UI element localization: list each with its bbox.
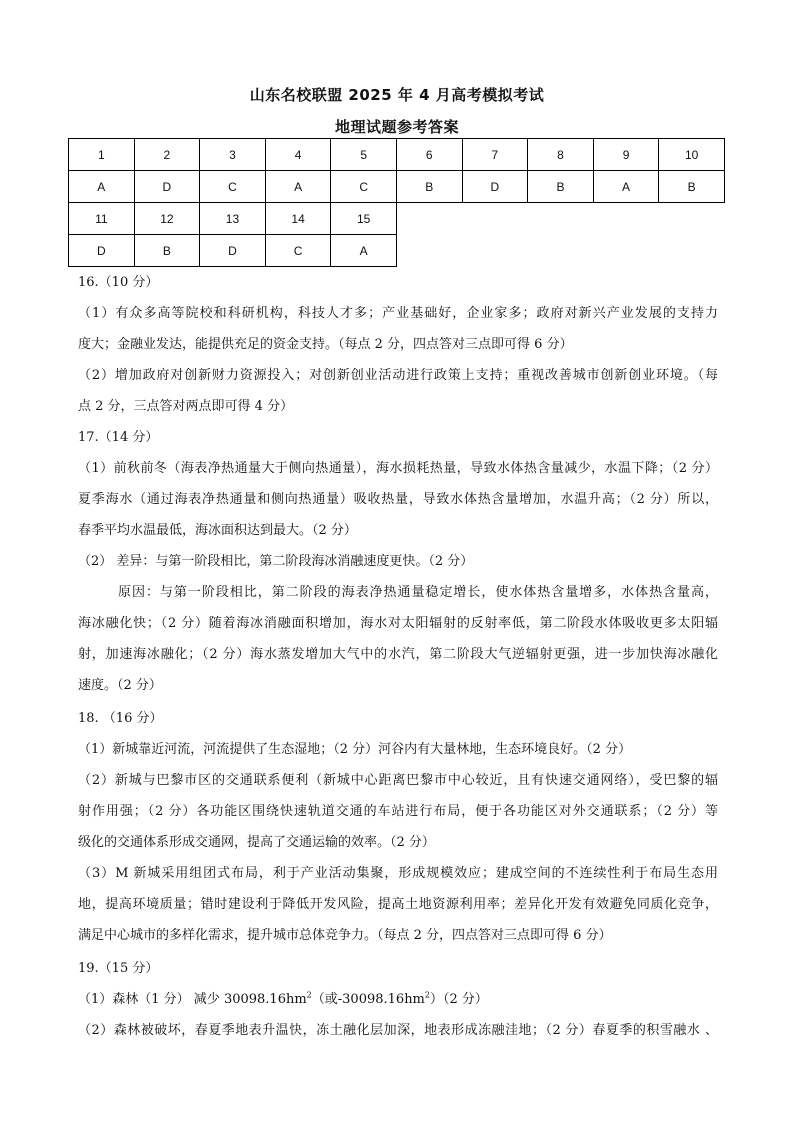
answer-text: （或-30098.16hm <box>311 992 425 1007</box>
question-heading: 19.（15 分） <box>78 961 159 976</box>
exam-title: 山东名校联盟 2025 年 4 月高考模拟考试 <box>249 86 545 104</box>
question-18 <box>78 703 718 951</box>
answer-table-row-1 <box>68 138 725 203</box>
answer-line: 原因：与第一阶段相比，第二阶段的海表净热通量稳定增长，使水体热含量增多，水体热含量高， <box>118 585 718 600</box>
answer-line: 度大；金融业发达，能提供充足的资金支持。（每点 2 分，四点答对三点即可得 6 分） <box>78 337 573 352</box>
question-number: 14 <box>265 203 331 235</box>
answer-line: 海冰融化快；（2 分）随着海冰消融面积增加，海水对太阳辐射的反射率低，第二阶段水体吸收更多太阳辐 <box>78 616 718 631</box>
question-number: 5 <box>331 139 397 171</box>
answer-line: （2）增加政府对创新财力资源投入；对创新创业活动进行政策上支持；重视改善城市创新创业环境。（每 <box>78 368 718 383</box>
question-19 <box>78 953 718 1046</box>
answer-cell: B <box>134 235 200 267</box>
answer-table-row-2 <box>68 202 397 267</box>
question-number: 9 <box>593 139 659 171</box>
answer-line: 春季平均水温最低，海冰面积达到最大。（2 分） <box>78 523 357 538</box>
answer-line: 夏季海水（通过海表净热通量和侧向热通量）吸收热量，导致水体热含量增加，水温升高；（2 分）所以， <box>78 492 718 507</box>
answer-row <box>69 235 397 267</box>
question-number: 3 <box>200 139 266 171</box>
answer-line: 速度。（2 分） <box>78 678 162 693</box>
answer-cell: D <box>134 171 200 203</box>
answer-line: 地，提高环境质量；错时建设利于降低开发风险，提高土地资源利用率；差异化开发有效避免同质化竞争， <box>78 897 718 912</box>
answer-line: 点 2 分，三点答对两点即可得 4 分） <box>78 399 294 414</box>
superscript: 2 <box>424 990 430 1000</box>
question-number: 6 <box>396 139 462 171</box>
question-number: 8 <box>528 139 594 171</box>
answer-line: （1）有众多高等院校和科研机构，科技人才多；产业基础好，企业家多；政府对新兴产业发展的支持力 <box>78 306 718 321</box>
question-heading: 16.（10 分） <box>78 275 159 290</box>
answer-line: （1）前秋前冬（海表净热通量大于侧向热通量），海水损耗热量，导致水体热含量减少，水温下降；（2 分） <box>78 461 718 476</box>
question-heading: 18. （16 分） <box>78 711 163 726</box>
answer-cell: D <box>462 171 528 203</box>
answer-line: 满足中心城市的多样化需求，提升城市总体竞争力。（每点 2 分，四点答对三点即可得 6 分） <box>78 928 612 943</box>
question-number: 15 <box>331 203 397 235</box>
question-number: 13 <box>200 203 266 235</box>
answer-cell: D <box>69 235 135 267</box>
answer-key-subtitle: 地理试题参考答案 <box>334 118 459 136</box>
superscript: 2 <box>306 990 312 1000</box>
answer-line: 射作用强；（2 分）各功能区围绕快速轨道交通的车站进行布局，便于各功能区对外交通联系；（2 分）等 <box>78 804 718 819</box>
question-number: 4 <box>265 139 331 171</box>
answer-line: （2） 差异：与第一阶段相比，第二阶段海冰消融速度更快。（2 分） <box>78 554 474 569</box>
answer-line: 射，加速海冰融化；（2 分）海水蒸发增加大气中的水汽，第二阶段大气逆辐射更强，进一步加快海冰融化 <box>78 647 718 662</box>
answer-line: （2）新城与巴黎市区的交通联系便利（新城中心距离巴黎市中心较近，且有快速交通网络），受巴黎的辐 <box>78 773 718 788</box>
answer-text: （1）森林（1 分） 减少 30098.16hm <box>78 992 307 1007</box>
answer-cell: B <box>396 171 462 203</box>
question-number-row <box>69 203 397 235</box>
question-number: 10 <box>659 139 725 171</box>
answer-line: 级化的交通体系形成交通网，提高了交通运输的效率。（2 分） <box>78 835 435 850</box>
answer-cell: A <box>69 171 135 203</box>
answer-text: ）（2 分） <box>429 992 488 1007</box>
answer-line <box>78 984 718 1015</box>
question-number: 1 <box>69 139 135 171</box>
answer-cell: A <box>593 171 659 203</box>
answer-cell: B <box>659 171 725 203</box>
question-16 <box>78 267 718 422</box>
answer-line: （3）M 新城采用组团式布局，利于产业活动集聚，形成规模效应；建成空间的不连续性利于布局生态用 <box>78 866 718 881</box>
question-number: 11 <box>69 203 135 235</box>
answer-line: （1）新城靠近河流，河流提供了生态湿地；（2 分）河谷内有大量林地，生态环境良好。（2 分） <box>78 742 632 757</box>
answer-cell: B <box>528 171 594 203</box>
answer-cell: C <box>265 235 331 267</box>
answer-cell: C <box>200 171 266 203</box>
answer-cell: A <box>331 235 397 267</box>
answer-cell: C <box>331 171 397 203</box>
question-heading: 17.（14 分） <box>78 430 159 445</box>
question-number: 2 <box>134 139 200 171</box>
answer-cell: D <box>200 235 266 267</box>
question-number: 12 <box>134 203 200 235</box>
answer-cell: A <box>265 171 331 203</box>
answer-line: （2）森林被破坏，春夏季地表升温快，冻土融化层加深，地表形成冻融洼地；（2 分）春夏季的积雪融水 、 <box>78 1023 718 1038</box>
question-number-row <box>69 139 725 171</box>
question-17 <box>78 422 718 701</box>
question-number: 7 <box>462 139 528 171</box>
answer-row <box>69 171 725 203</box>
